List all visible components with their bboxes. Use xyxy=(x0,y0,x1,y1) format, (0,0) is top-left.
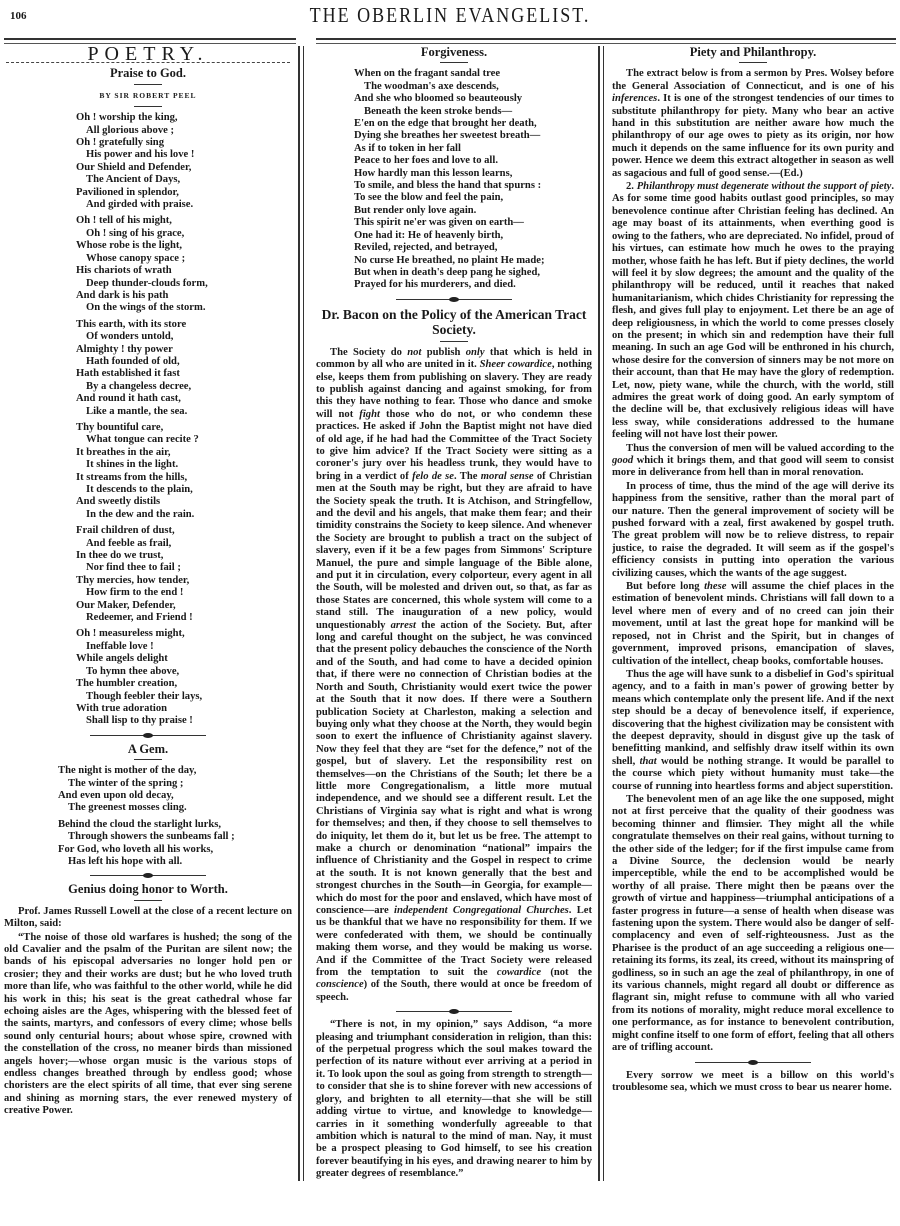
poem-line: Peace to her foes and love to all. xyxy=(354,155,498,167)
poem-line: It breathes in the air, xyxy=(76,446,171,458)
poem-forgiveness xyxy=(354,68,592,291)
title-rule xyxy=(134,759,162,760)
poem-line: While angels delight xyxy=(76,653,168,665)
poem-line: What tongue can recite ? xyxy=(86,434,199,446)
poem-line: Hath established it fast xyxy=(76,368,180,380)
poem-line: Shall lisp to thy praise ! xyxy=(86,715,193,727)
poem-title-praise-to-god: Praise to God. xyxy=(109,66,187,81)
poem-line: The greenest mosses cling. xyxy=(68,802,187,814)
poem-line: Like a mantle, the sea. xyxy=(86,405,188,417)
poem-line: One had it: He of heavenly birth, xyxy=(354,229,504,241)
addison-quote: “There is not, in my opinion,” says Addison, “a more pleasing and triumphant consideration in religion, than this: of the perpetual progress which the soul makes toward the perfection of its nature without ever arriving at a period in it. To look upon the soul as going from strength to strength—to consider that she is to shine forever with new accessions of glory, and brighten to all eternity—that she will be still adding virtue to virtue, and knowledge to knowledge—carries in it something wonderfully agreeable to that ambition which is natural to the mind of man. Nay, it must be a prospect pleasing to God himself, to see his creation forever beautifying in his eyes, and drawing nearer to him by greater degrees of resemblance.” xyxy=(316,1019,592,1180)
poem-line: Oh ! worship the king, xyxy=(76,112,178,124)
poem-line: The night is mother of the day, xyxy=(58,765,197,777)
poem-line: Nor find thee to fail ; xyxy=(86,562,181,574)
section-title-poetry: POETRY. xyxy=(87,44,209,65)
stanza xyxy=(76,628,292,727)
poem-line: No curse He breathed, no plaint He made; xyxy=(354,254,545,266)
poem-line: His power and his love ! xyxy=(86,149,195,161)
poem-line: And girded with praise. xyxy=(86,199,194,211)
poem-line: Oh ! tell of his might, xyxy=(76,215,172,227)
poem-line: When on the fragant sandal tree xyxy=(354,68,501,80)
poem-line: Oh ! gratefully sing xyxy=(76,137,164,149)
poem-byline: BY SIR ROBERT PEEL xyxy=(99,90,197,100)
poem-line: All glorious above ; xyxy=(86,124,174,136)
title-rule xyxy=(134,900,162,901)
article-intro: Prof. James Russell Lowell at the close of a recent lecture on Milton, said: xyxy=(4,905,292,930)
article-body-piety xyxy=(612,68,894,1054)
poem-line: Redeemer, and Friend ! xyxy=(86,612,193,624)
byline-rule xyxy=(134,106,162,107)
poem-line: The winter of the spring ; xyxy=(68,777,184,789)
poem-line: Almighty ! thy power xyxy=(76,343,173,355)
poem-line: Prayed for his murderers, and died. xyxy=(354,279,516,291)
poem-line: But render only love again. xyxy=(354,204,477,216)
poem-line: Oh ! sing of his grace, xyxy=(86,227,185,239)
poem-line: His chariots of wrath xyxy=(76,265,172,277)
poem-line: As if to token in her fall xyxy=(354,142,461,154)
stanza xyxy=(58,819,292,869)
poem-praise-to-god xyxy=(76,112,292,728)
column-divider-2 xyxy=(598,46,604,1181)
poem-line: Pavilioned in splendor, xyxy=(76,186,179,198)
poem-line: By a changeless decree, xyxy=(86,380,192,392)
page-number: 106 xyxy=(10,10,27,22)
stanza xyxy=(58,765,292,815)
poem-line: And even upon old decay, xyxy=(58,789,174,801)
section-divider xyxy=(396,1010,512,1013)
stanza xyxy=(76,319,292,418)
poem-title-forgiveness: Forgiveness. xyxy=(420,45,488,59)
poem-line: Ineffable love ! xyxy=(86,640,154,652)
article-paragraph: The extract below is from a sermon by Pres. Wolsey before the General Association of Connecticut, and is one of his inferences. It is one of the strongest tendencies of our times to substitute philanthropy for piety. Many who bear an active hand in this substitution are neither aware how much the philanthropy of our age owes to piety as its origin, nor how much it depends on the same influence for its own purity and power. Hence we deem this extract altogether in season as well as sagacious and full of good sense.—(Ed.) xyxy=(612,68,894,179)
poem-line: And round it hath cast, xyxy=(76,393,181,405)
title-rule xyxy=(440,341,468,342)
poem-line: On the wings of the storm. xyxy=(86,302,206,314)
poem-line: It descends to the plain, xyxy=(86,484,193,495)
poem-line: Of wonders untold, xyxy=(86,331,174,343)
article-paragraph: But before long these will assume the chief places in the estimation of benevolent minds. Christians will fall down to a level where men of every and of no creed can join their movement, until at last the great hope for mankind will be reposed, not in Christ and the Spirit, but in changes of government, improved prisons, emancipation of slaves, cultivation of the intellect, cheap books, comfortable houses. xyxy=(612,581,894,667)
closing-paragraph: Every sorrow we meet is a billow on this world's troublesome sea, which we must cross to bear us nearer home. xyxy=(612,1069,894,1093)
title-rule xyxy=(440,62,468,63)
article-paragraph: The Society do not publish only that which is held in common by all who are united in it. Sheer cowardice, nothing else, keeps them from publishing on slavery. They are ready to publish against dancing and against smoking, for from this they have nothing to fear. Those who dance and smoke will not fight those who do not, or who condemn these practices. He asked if John the Baptist might not have died of old age, if he had had the Committee of the Tract Society to give him advice? If the Tract Society were sitting as a coroner's jury over his headless trunk, they would have to bring in a verdict of felo de se. The moral sense of Christian men at the South may be right, but they are afraid to have the Society speak the truth. It is Atchison, and Stringfellow, and the devil and his angels, that make them fear; and their timidity constrains the Society to keep silence. And whenever the Society are brought to publish a tract on the subject of slavery, even if it be a few pages from Simmons' Scripture Manuel, the pure and simple language of the Bible alone, and put it in circulation, every colporteur, every agent in all the South, will be molested and driven out, so that, as far as those States are concerned, this whole system will come to a stand still. The inauguration of a new policy, would unquestionably arrest the action of the Society. But, after long and careful thought on the subject, he was convinced that the present policy debauches the conscience of the North and of the South, and had come to have a decided opinion that, if there were no connection of Christian bodies at the North and South, Christianity would exert twice the power at the South that it now does. If there were a Southern publication Society at Charleston, making a selection and buying only what they choose at the North, they would begin soon to exert the influence of Christianity against slavery. Now they feel that they are “set for the defence,” not of the gospel, but of slavery. Let the responsibility rest on themselves—on the Christians of the South; let there be a little more Congregationalism, a little more mutual independence, and we should see a different result. Let the Christians of Virginia say what is right and what is wrong for themselves; and then, if they choose to sell themselves to do iniquity, let them do it, but let us be free. The attempt to make a church or denomination “national” impairs the influence of Christianity and the Gospel in respect to crime at the south. It is not known generally that the best and strongest churches in the South—in Georgia, for example—which do most for the poor and enslaved, which have most of conscience—are independent Congregational Churches. Let us be thankful that we have no responsibility for them. If we were confederated with them, we should be continually making them worse, and they would be making us worse. And if the Committee of the Tract Society were released from the temptation to suit the cowardice (not the conscience) of the South, there would at once be freedom of speech. xyxy=(316,346,592,1003)
article-paragraph: 2. Philanthropy must degenerate without the support of piety. As for some time good habits outlast good principles, so may benevolence continue after Christian feeling has declined. An age may boast of its attainments, when everthing good is owing to the fathers, who are depreciated. No infidel, proud of his virtues, can estimate how much he owes to the praying mother, whose faith he has left. But if piety declines, the world will feel it by slow degrees; the amount and the quality of the philanthropy will be reduced, until it reaches that naked humanitarianism, which chides Christianity for repressing the flesh, and gives full play to enjoyment. Let there be an age of deep religiousness, in which the world to come presses closely on the present; in which sin and redemption have their full meaning. In such an age God will be enthroned in his church, whose desire for the conversion of sinners may be not more on their account, than that He may have the glory of redemption. Let, now, piety wane, while the church, with the world, still admires the great work of doing good. An early symptom of the decline will be, that exclusively religious ideas will have less sway, while considerations addressed to the humane feeling will not have lost their power. xyxy=(612,181,894,441)
poem-line: It streams from the hills, xyxy=(76,471,188,483)
poem-line: How firm to the end ! xyxy=(86,587,184,599)
article-quote: “The noise of those old warfares is hushed; the song of the old Cavalier and the psalm of the Puritan are silent now; the bands of his episcopal adversaries no longer hold pen or crosier; they and their works are dust; but he who loved truth more than life, who was faithful to the other world, while he did his work in this; his seat is the great cathedral whose far echoing aisles are the Ages, whispering with the blessed feet of the saints, martyrs, and confessors of every clime; whose bells sound only centurial hours; about whose spire, crowned with the constellation of the cross, no meaner birds than missioned angels hover;—whose organ music is the various stops of endless changes breathed through by endless good; whose choristers are the elect spirits of all time, that ever sing serene and shining as morning stars, the ever renewed mystery of creative Power. xyxy=(4,931,292,1117)
section-divider xyxy=(396,298,512,301)
poem-line: Frail children of dust, xyxy=(76,525,175,537)
column-forgiveness xyxy=(316,44,592,1226)
title-rule xyxy=(739,62,767,63)
article-title-dr-bacon: Dr. Bacon on the Policy of the American Tract Society. xyxy=(321,306,587,337)
poem-line: Though feebler their lays, xyxy=(86,690,203,702)
poem-line: The humbler creation, xyxy=(76,678,178,690)
article-title-piety: Piety and Philanthropy. xyxy=(689,45,817,59)
poem-line: Hath founded of old, xyxy=(86,355,180,367)
poem-line: This spirit ne'er was given on earth— xyxy=(354,217,524,229)
poem-line: But when in death's deep pang he sighed, xyxy=(354,266,541,278)
article-paragraph: Thus the conversion of men will be valued according to the good which it brings them, and that good will seem to consist more in deliverance from hell than in moral renovation. xyxy=(612,442,894,479)
stanza xyxy=(76,112,292,211)
stanza xyxy=(76,215,292,314)
stanza xyxy=(76,422,292,521)
poem-line: Has left his hope with all. xyxy=(68,855,183,867)
article-paragraph: In process of time, thus the mind of the age will derive its happiness from the sensitive, rather than the moral part of our nature. Then the general improvement of society will be pushed forward with a zeal, first awakened by gospel truth. The great problem will now be to relieve distress, to repair justice, to raise the degraded. It will seem as if the gospel's efficiency consists in putting into operation the various civilizing causes, which the wants of the age suggest. xyxy=(612,480,894,579)
poem-line: And dark is his path xyxy=(76,289,169,301)
poem-line: Oh ! measureless might, xyxy=(76,628,185,640)
poem-line: Beneath the keen stroke bends— xyxy=(364,105,513,117)
poem-line: Whose canopy space ; xyxy=(86,252,186,264)
poem-title-a-gem: A Gem. xyxy=(127,741,169,756)
poem-line: Dying she breathes her sweetest breath— xyxy=(354,130,541,142)
stanza xyxy=(76,525,292,624)
poem-line: To smile, and bless the hand that spurns : xyxy=(354,180,542,192)
poem-line: For God, who loveth all his works, xyxy=(58,843,214,855)
poem-line: The woodman's axe descends, xyxy=(364,80,499,92)
poem-line: Through showers the sunbeams fall ; xyxy=(68,831,235,843)
poem-line: To see the blow and feel the pain, xyxy=(354,192,504,204)
poem-line: Our Maker, Defender, xyxy=(76,599,176,611)
poem-line: And feeble as frail, xyxy=(86,537,172,549)
article-paragraph: Thus the age will have sunk to a disbelief in God's spiritual agency, and to a faith in man's power of growing better by means which contemplate only the present life. And if the next step should be a decay of benevolence itself, if experience, discovering that the highest civilization may be consistent with the deepest depravity, should in disgust give up the task of benefitting mankind, and selfishly draw itself within its own shell, that would be nothing strange. It would be parallel to the course which piety without humanity must take—the course of running into heartless forms and abject superstition. xyxy=(612,668,894,792)
poem-line: Deep thunder-clouds form, xyxy=(86,277,208,289)
poem-line: Thy mercies, how tender, xyxy=(76,574,190,586)
poem-line: Whose robe is the light, xyxy=(76,240,183,252)
poem-a-gem xyxy=(58,765,292,868)
poem-line: The Ancient of Days, xyxy=(86,174,181,186)
poem-line: Our Shield and Defender, xyxy=(76,161,192,173)
poem-line: Behind the cloud the starlight lurks, xyxy=(58,818,222,830)
poem-line: And sweetly distils xyxy=(76,496,161,508)
title-rule xyxy=(134,84,162,85)
poem-line: It shines in the light. xyxy=(86,459,179,471)
poem-line: How hardly man this lesson learns, xyxy=(354,167,513,179)
section-divider xyxy=(695,1061,811,1064)
article-title-genius: Genius doing honor to Worth. xyxy=(68,882,228,897)
poem-line: To hymn thee above, xyxy=(86,665,180,677)
poem-line: In the dew and the rain. xyxy=(86,508,195,520)
column-divider-1 xyxy=(298,46,304,1181)
section-divider xyxy=(90,734,206,737)
poem-line: With true adoration xyxy=(76,702,168,714)
poem-line: Reviled, rejected, and betrayed, xyxy=(354,242,498,254)
section-divider xyxy=(90,874,206,877)
poem-line: Thy bountiful care, xyxy=(76,421,164,433)
article-body-dr-bacon xyxy=(316,347,592,1005)
masthead: THE OBERLIN EVANGELIST. xyxy=(309,3,591,27)
column-poetry xyxy=(4,44,292,1226)
column-piety xyxy=(612,44,894,1226)
poem-line: E'en on the edge that brought her death, xyxy=(354,118,537,130)
poem-line: In thee do we trust, xyxy=(76,550,164,562)
article-paragraph: The benevolent men of an age like the one supposed, might not at first perceive that the quality of their goodness was becoming thinner and flimsier. They might all the while congratulate themselves on their real gains, without turning to the other side of the ledger; for if the first impulse came from a Divine Source, the declension would be nearly imperceptible, while the end to be accomplished would be worthy of all praise. There might then be pæans over the growth of virtue and happiness—triumphal anticipations of a faster progress in future—a sense of health when disease was fastening upon the system. There would also be danger of self-complacency and even of self-righteousness. Just as the Pharisee is the product of an age succeeding a religious one—retaining its forms, its zeal, its creed, without its mainspring of godliness, so in such an age the zeal of philanthropy, in one of its various channels, might regard all doubt or difference as flagrant sin, might refuse to commune with all who varied from its notions of morality, might reduce moral excellence to one performance, as for instance to benevolent contribution, might confine itself to one form of effort, feeling that all others are of trifling account. xyxy=(612,793,894,1054)
poem-line: And she who bloomed so beauteously xyxy=(354,93,523,105)
poem-line: This earth, with its store xyxy=(76,318,187,330)
